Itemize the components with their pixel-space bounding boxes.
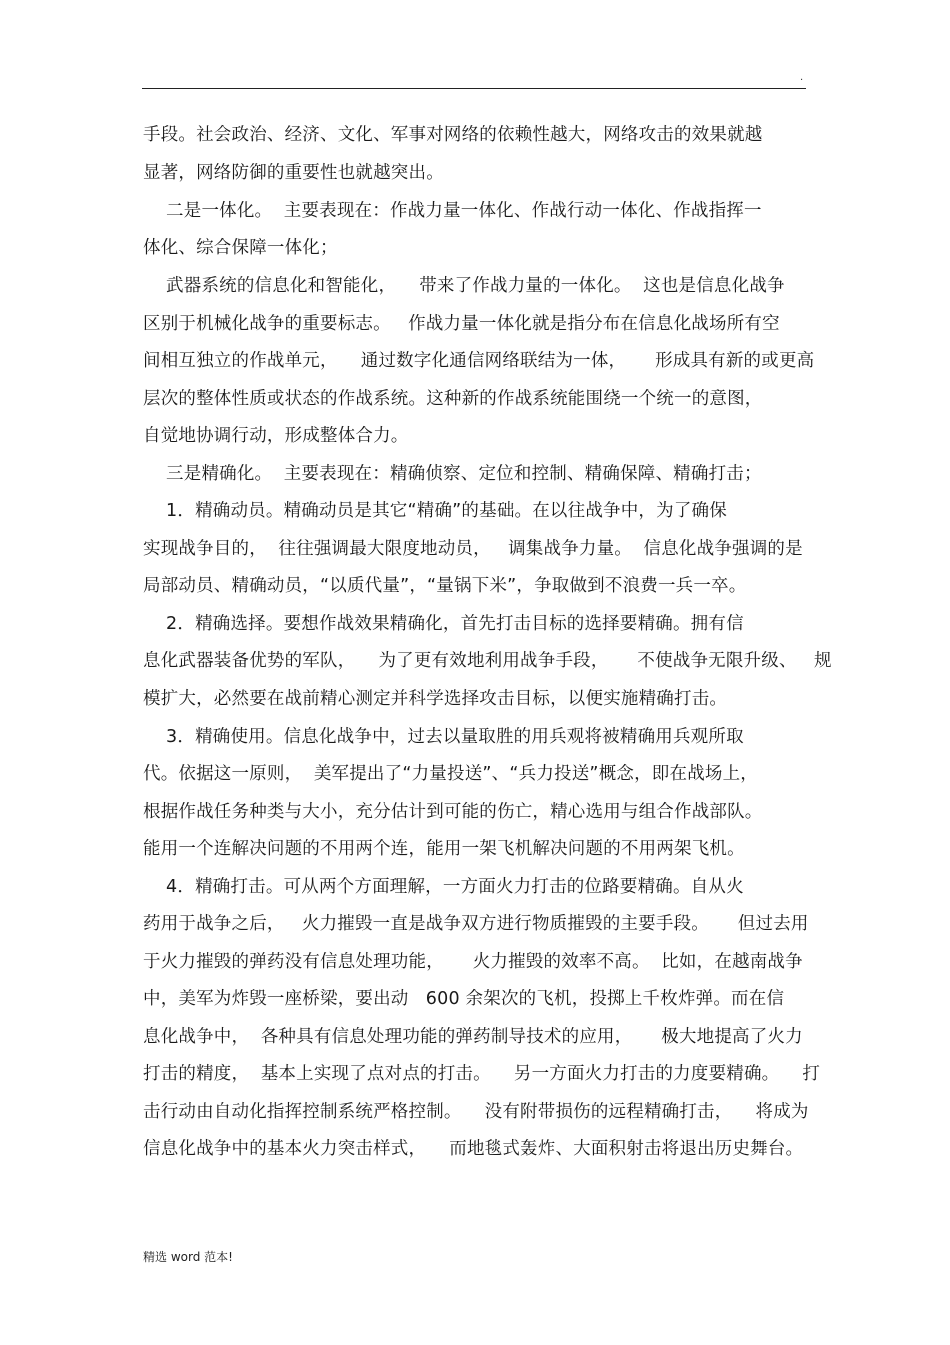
body-line-1: 手段。社会政治、经济、文化、军事对网络的依赖性越大，网络攻击的效果就越: [143, 125, 763, 145]
body-line-2: 显著，网络防御的重要性也就越突出。: [143, 163, 444, 183]
body-line-27: 击行动由自动化指挥控制系统严格控制。 没有附带损伤的远程精确打击， 将成为: [143, 1102, 809, 1122]
body-line-20: 能用一个连解决问题的不用两个连，能用一架飞机解决问题的不用两架飞机。: [143, 839, 745, 859]
body-line-13: 局部动员、精确动员，“以质代量”，“量锅下米”，争取做到不浪费一兵一卒。: [143, 576, 747, 596]
body-line-19: 根据作战任务种类与大小，充分估计到可能的伤亡，精心选用与组合作战部队。: [143, 802, 763, 822]
body-line-6: 区别于机械化战争的重要标志。 作战力量一体化就是指分布在信息化战场所有空: [143, 314, 780, 334]
body-line-28: 信息化战争中的基本火力突击样式， 而地毯式轰炸、大面积射击将退出历史舞台。: [143, 1139, 804, 1159]
body-line-22: 药用于战争之后， 火力摧毁一直是战争双方进行物质摧毁的主要手段。 但过去用: [143, 914, 809, 934]
body-line-8: 层次的整体性质或状态的作战系统。这种新的作战系统能围绕一个统一的意图，: [143, 389, 763, 409]
body-line-24: 中，美军为炸毁一座桥梁，要出动 600 余架次的飞机，投掷上千枚炸弹。而在信: [143, 989, 785, 1009]
body-line-25: 息化战争中， 各种具有信息处理功能的弹药制导技术的应用， 极大地提高了火力: [143, 1027, 803, 1047]
body-line-12: 实现战争目的， 往往强调最大限度地动员， 调集战争力量。 信息化战争强调的是: [143, 539, 803, 559]
body-line-16: 模扩大，必然要在战前精心测定并科学选择攻击目标，以便实施精确打击。: [143, 689, 728, 709]
body-line-17: 3．精确使用。信息化战争中，过去以量取胜的用兵观将被精确用兵观所取: [143, 727, 744, 747]
header-mark: .: [800, 72, 804, 83]
body-line-9: 自觉地协调行动，形成整体合力。: [143, 426, 409, 446]
body-line-5: 武器系统的信息化和智能化， 带来了作战力量的一体化。 这也是信息化战争: [143, 276, 785, 296]
body-line-4: 体化、综合保障一体化；: [143, 238, 338, 258]
body-line-21: 4．精确打击。可从两个方面理解，一方面火力打击的位路要精确。自从火: [143, 877, 744, 897]
body-line-14: 2．精确选择。要想作战效果精确化，首先打击目标的选择要精确。拥有信: [143, 614, 744, 634]
body-line-23: 于火力摧毁的弹药没有信息处理功能， 火力摧毁的效率不高。 比如，在越南战争: [143, 952, 803, 972]
body-line-18: 代。依据这一原则， 美军提出了“力量投送”、“兵力投送”概念，即在战场上，: [143, 764, 758, 784]
body-line-26: 打击的精度， 基本上实现了点对点的打击。 另一方面火力打击的力度要精确。 打: [143, 1064, 821, 1084]
body-line-3: 二是一体化。 主要表现在：作战力量一体化、作战行动一体化、作战指挥一: [143, 201, 762, 221]
body-line-7: 间相互独立的作战单元， 通过数字化通信网络联结为一体， 形成具有新的或更高: [143, 351, 815, 371]
footer-text: 精选 word 范本!: [143, 1250, 233, 1264]
body-line-11: 1．精确动员。精确动员是其它“精确”的基础。在以往战争中，为了确保: [143, 501, 727, 521]
header-rule: [142, 88, 806, 89]
body-line-10: 三是精确化。 主要表现在：精确侦察、定位和控制、精确保障、精确打击；: [143, 464, 762, 484]
body-line-15: 息化武器装备优势的军队， 为了更有效地利用战争手段， 不使战争无限升级、 规: [143, 651, 832, 671]
